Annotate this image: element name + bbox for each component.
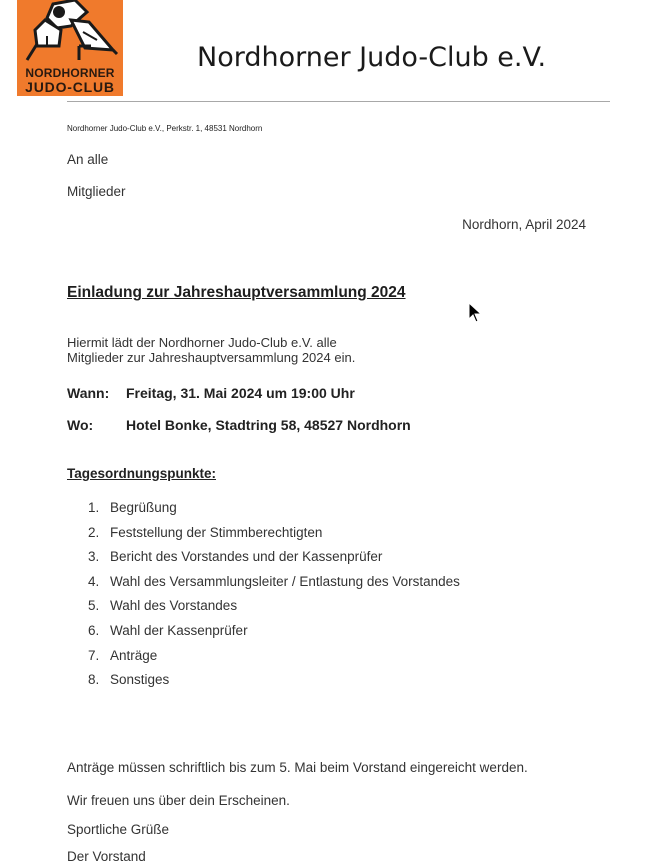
arrow-pointer-icon [468,302,482,324]
event-where [67,417,411,433]
greeting: Sportliche Grüße [67,822,170,837]
intro-line-2: Mitglieder zur Jahreshauptversammlung 2024 ein. [67,350,356,365]
agenda-item: 5. Wahl des Vorstandes [88,598,238,614]
signature: Der Vorstand [67,849,146,864]
intro-line-1: Hiermit lädt der Nordhorner Judo-Club e.V. alle [67,335,337,350]
recipient-line-1: An alle [67,152,109,167]
agenda-item: 2. Feststellung der Stimmberechtigten [88,524,323,540]
agenda-item: 1. Begrüßung [88,500,177,515]
agenda-item: 7. Anträge [88,647,158,663]
sender-address: Nordhorner Judo-Club e.V., Perkstr. 1, 48531 Nordhorn [67,124,263,133]
when-value: Freitag, 31. Mai 2024 um 19:00 Uhr [126,385,355,401]
closing-line: Wir freuen uns über dein Erscheinen. [67,793,290,808]
agenda-item: 3. Bericht des Vorstandes und der Kassenprüfer [88,549,383,565]
letter-title: Einladung zur Jahreshauptversammlung 2024 [67,284,406,301]
letterhead-title: Nordhorner Judo-Club e.V. [197,42,547,73]
where-value: Hotel Bonke, Stadtring 58, 48527 Nordhorn [126,417,411,433]
agenda-list [88,499,460,696]
when-label: Wann: [67,385,110,401]
agenda-item: 8. Sonstiges [88,672,170,688]
logo-text-line1: NORDHORNER [25,66,115,80]
judo-figures-icon [17,0,123,66]
where-label: Wo: [67,417,94,433]
event-when [67,385,355,401]
club-logo [17,0,123,96]
agenda-heading: Tagesordnungspunkte: [67,466,217,481]
logo-text-line2: JUDO-CLUB [25,79,115,95]
recipient-line-2: Mitglieder [67,184,126,199]
intro-paragraph [67,335,467,365]
place-date: Nordhorn, April 2024 [462,217,586,232]
agenda-item: 6. Wahl der Kassenprüfer [88,622,248,638]
header-divider [67,101,610,102]
agenda-item: 4. Wahl des Versammlungsleiter / Entlastung des Vorstandes [88,573,460,589]
motions-deadline-note: Anträge müssen schriftlich bis zum 5. Mai beim Vorstand eingereicht werden. [67,760,528,775]
